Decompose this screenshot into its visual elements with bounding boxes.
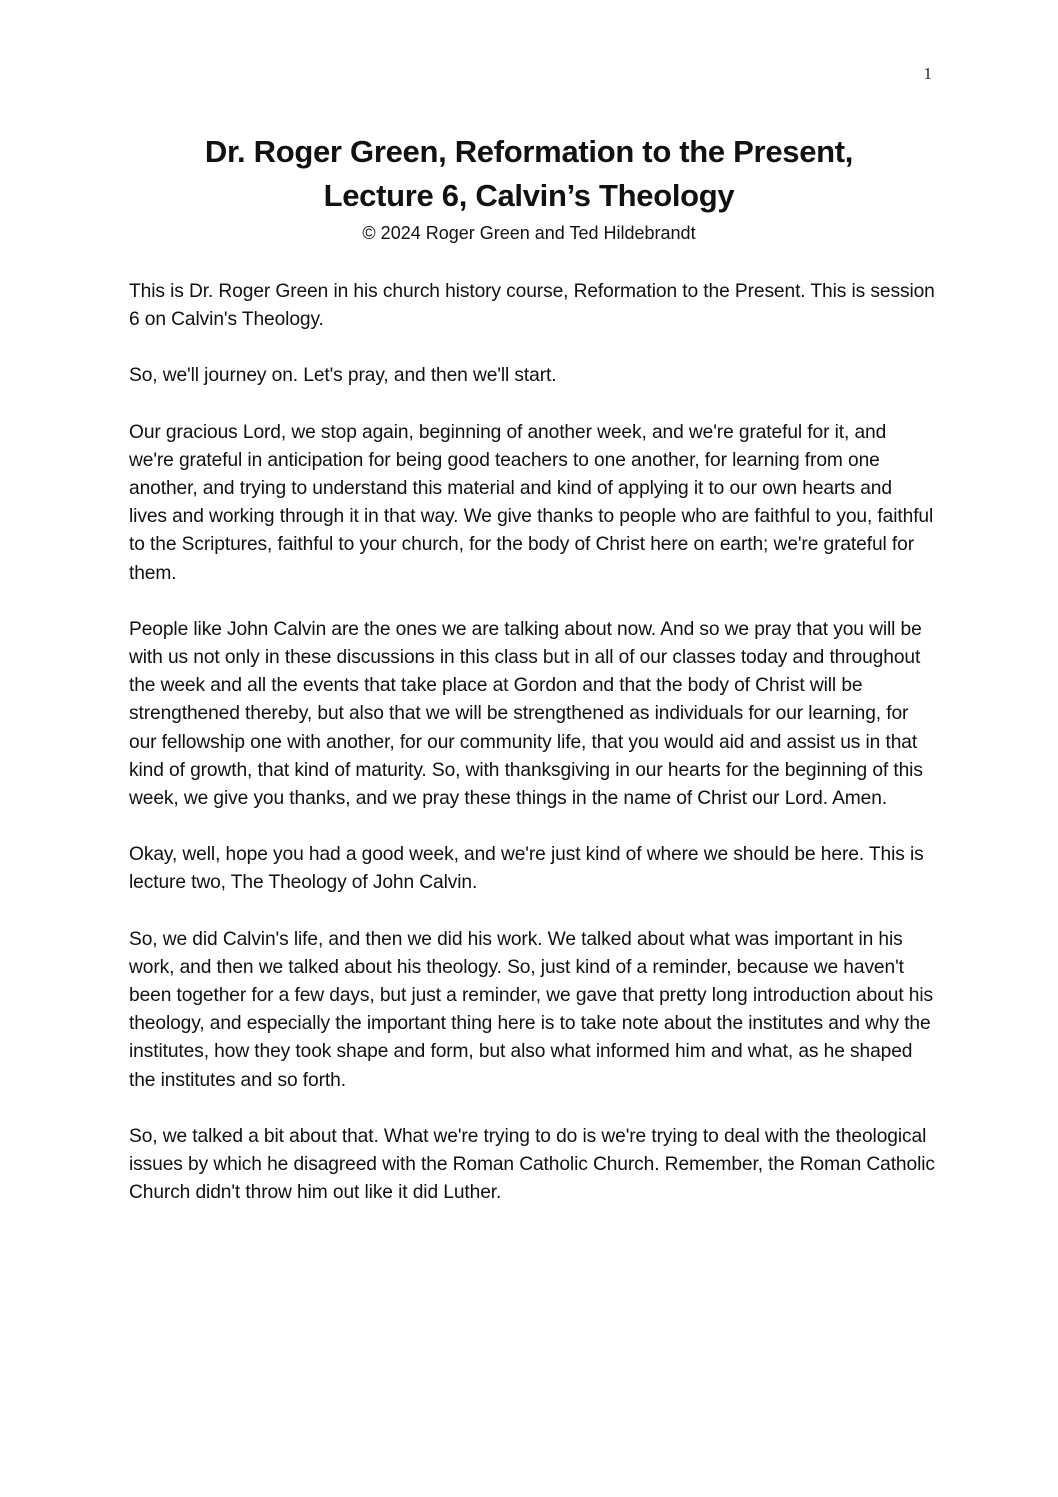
copyright-notice: © 2024 Roger Green and Ted Hildebrandt — [362, 223, 696, 243]
paragraph-issues: So, we talked a bit about that. What we're trying to do is we're trying to deal with the theological issues by which he disagreed with the Roman Catholic Church. Remember, the Roman Catholic Church didn't throw him out like it did Luther. — [129, 1125, 935, 1204]
page-number: 1 — [923, 64, 932, 83]
paragraph-lecture-two: Okay, well, hope you had a good week, and we're just kind of where we should be here. This is lecture two, The Theology of John Calvin. — [129, 844, 924, 894]
paragraph-prayer-1: Our gracious Lord, we stop again, beginning of another week, and we're grateful for it, and we're grateful in anticipation for being good teachers to one another, for learning from one another, and trying to understand this material and kind of applying it to our own hearts and lives and working through it in that way. We give thanks to people who are faithful to you, faithful to the Scriptures, faithful to your church, for the body of Christ here on earth; we're grateful for them. — [129, 421, 934, 584]
paragraph-journey: So, we'll journey on. Let's pray, and then we'll start. — [129, 365, 557, 387]
document-body — [129, 278, 935, 1235]
document-title-line-1: Dr. Roger Green, Reformation to the Present, — [204, 134, 854, 169]
paragraph-prayer-2: People like John Calvin are the ones we are talking about now. And so we pray that you will be with us not only in these discussions in this class but in all of our classes today and throughout the week and all the events that take place at Gordon and that the body of Christ will be strengthened thereby, but also that we will be strengthened as individuals for our learning, for our fellowship one with another, for our community life, that you would aid and assist us in that kind of growth, that kind of maturity. So, with thanksgiving in our hearts for the beginning of this week, we give you thanks, and we pray these things in the name of Christ our Lord. Amen. — [129, 618, 923, 810]
document-title-line-2: Lecture 6, Calvin’s Theology — [323, 178, 735, 213]
paragraph-review: So, we did Calvin's life, and then we did his work. We talked about what was important in his work, and then we talked about his theology. So, just kind of a reminder, because we haven't been together for a few days, but just a reminder, we gave that pretty long introduction about his theology, and especially the important thing here is to take note about the institutes and why the institutes, how they took shape and form, but also what informed him and what, as he shaped the institutes and so forth. — [129, 928, 934, 1091]
paragraph-intro: This is Dr. Roger Green in his church history course, Reformation to the Present. This is session 6 on Calvin's Theology. — [129, 281, 935, 331]
title-block — [0, 130, 1058, 246]
